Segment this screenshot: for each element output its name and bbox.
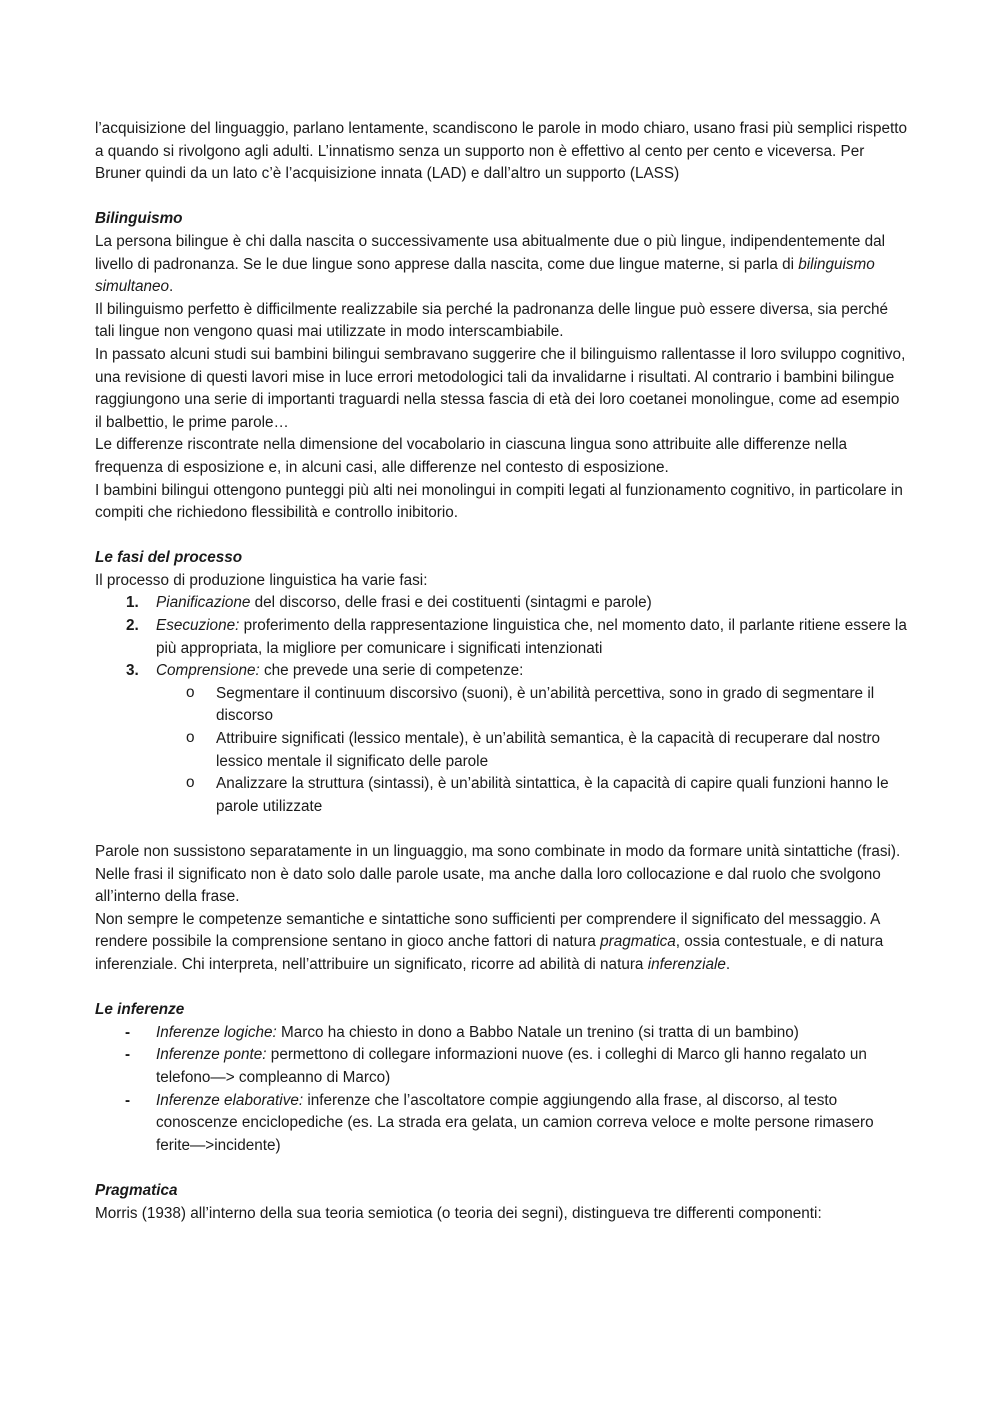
heading-fasi: Le fasi del processo bbox=[95, 549, 243, 567]
parole-paragraph-3: Non sempre le competenze semantiche e sintattiche sono sufficienti per comprendere il significato del messaggio. A rendere possibile la comprensione sentano in gioco anche fattori di natura pragmatica, ossia contestuale, e di natura inferenziale. Chi interpreta, nell’attribuire un significato, ricorre ad abilità di natura inferenziale. bbox=[95, 910, 884, 973]
inferenze-list bbox=[95, 1022, 910, 1158]
heading-pragmatica: Pragmatica bbox=[95, 1181, 178, 1199]
heading-inferenze: Le inferenze bbox=[95, 1001, 185, 1019]
sublist-item: o Segmentare il continuum discorsivo (suoni), è un’abilità percettiva, sono in grado di segmentare il discorso bbox=[186, 683, 875, 725]
document-page bbox=[95, 118, 910, 1225]
comprehension-sublist bbox=[156, 683, 910, 819]
intro-paragraph: l’acquisizione del linguaggio, parlano lentamente, scandiscono le parole in modo chiaro, usano frasi più semplici rispetto a quando si rivolgono agli adulti. L’innatismo senza un supporto non è effettivo al cento per cento e viceversa. Per Bruner quindi da un lato c’è l’acquisizione innata (LAD) e dall’altro un supporto (LASS) bbox=[95, 120, 908, 183]
sublist-item: o Analizzare la struttura (sintassi), è un’abilità sintattica, è la capacità di capire quali funzioni hanno le parole utilizzate bbox=[186, 774, 889, 815]
heading-bilinguismo: Bilinguismo bbox=[95, 210, 183, 228]
fasi-intro: Il processo di produzione linguistica ha varie fasi: bbox=[95, 571, 428, 589]
list-item: 2. Esecuzione: proferimento della rappresentazione linguistica che, nel momento dato, il parlante ritiene essere la più appropriata, la migliore per comunicare i significati intenzionati bbox=[126, 617, 907, 657]
sublist-item: o Attribuire significati (lessico mentale), è un’abilità semantica, è la capacità di recuperare dal nostro lessico mentale il significato delle parole bbox=[186, 729, 881, 770]
list-item: - Inferenze ponte: permettono di collegare informazioni nuove (es. i colleghi di Marco gli hanno regalato un telefono—> compleanno di Marco) bbox=[125, 1046, 867, 1086]
parole-paragraph-2: Nelle frasi il significato non è dato solo dalle parole usate, ma anche dalla loro collocazione e dal ruolo che svolgono all’interno della frase. bbox=[95, 865, 881, 906]
bilinguismo-paragraph-3: In passato alcuni studi sui bambini bilingui sembravano suggerire che il bilinguismo rallentasse il loro sviluppo cognitivo, una revisione di questi lavori mise in luce errori metodologici tali da invalidarne i risultati. Al contrario i bambini bilingue raggiungono una serie di importanti traguardi nella stessa fascia di età dei loro coetanei monolingue, come ad esempio il balbettio, le prime parole… bbox=[95, 345, 906, 431]
bilinguismo-paragraph-2: Il bilinguismo perfetto è difficilmente realizzabile sia perché la padronanza delle lingue può essere diversa, sia perché tali lingue non vengono quasi mai utilizzate in modo interscambiabile. bbox=[95, 300, 889, 341]
bilinguismo-paragraph-1: La persona bilingue è chi dalla nascita o successivamente usa abitualmente due o più lingue, indipendentemente dal livello di padronanza. Se le due lingue sono apprese dalla nascita, come due lingue materne, si parla di bilinguismo simultaneo. bbox=[95, 232, 886, 296]
phases-list bbox=[95, 592, 910, 818]
list-item: 1. Pianificazione del discorso, delle frasi e dei costituenti (sintagmi e parole) bbox=[126, 594, 652, 612]
list-item: - Inferenze logiche: Marco ha chiesto in dono a Babbo Natale un trenino (si tratta di un bambino) bbox=[125, 1023, 799, 1041]
list-item: 3. Comprensione: che prevede una serie di competenze: o Segmentare il continuum discorsivo (suoni), è un’abilità percettiva, sono in grado di segmentare il discorso o Attribuire significati (lessico mentale), è un’abilità semantica, è la capacità di recuperare dal nostro lessico mentale il significato delle parole o Analizzare la struttura (sintassi), è un’abilità sintattica, è la capacità di capire quali funzioni hanno le parole utilizzate bbox=[156, 660, 910, 818]
parole-paragraph-1: Parole non sussistono separatamente in un linguaggio, ma sono combinate in modo da formare unità sintattiche (frasi). bbox=[95, 843, 901, 860]
list-item: - Inferenze elaborative: inferenze che l’ascoltatore compie aggiungendo alla frase, al discorso, al testo conoscenze enciclopediche (es. La strada era gelata, un camion correva veloce e molte persone rimasero ferite—>incidente) bbox=[125, 1091, 874, 1154]
pragmatica-paragraph-1: Morris (1938) all’interno della sua teoria semiotica (o teoria dei segni), distingueva tre differenti componenti: bbox=[95, 1204, 822, 1222]
bilinguismo-paragraph-4: Le differenze riscontrate nella dimensione del vocabolario in ciascuna lingua sono attribuite alle differenze nella frequenza di esposizione e, in alcuni casi, alle differenze nel contesto di esposizione. bbox=[95, 436, 848, 476]
bilinguismo-paragraph-5: I bambini bilingui ottengono punteggi più alti nei monolingui in compiti legati al funzionamento cognitivo, in particolare in compiti che richiedono flessibilità e controllo inibitorio. bbox=[95, 481, 903, 522]
